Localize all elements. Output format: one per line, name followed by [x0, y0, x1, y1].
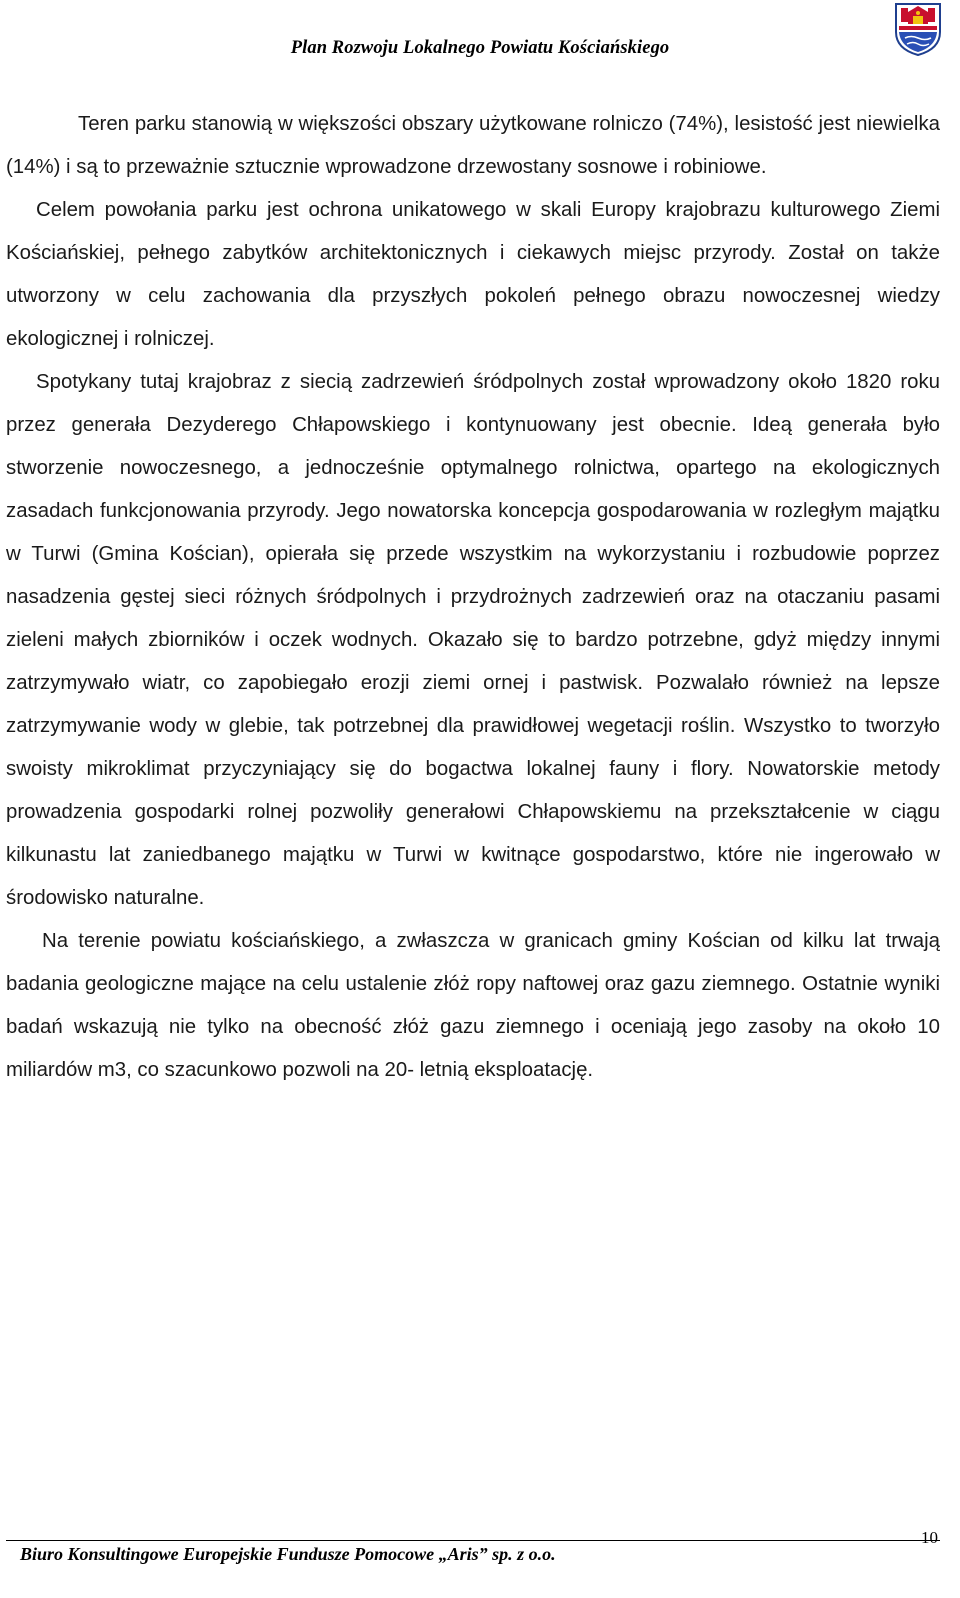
paragraph-park-land-use: Teren parku stanowią w większości obszary użytkowane rolniczo (74%), lesistość jest niewielka (14%) i są to przeważnie sztucznie wprowadzone drzewostany sosnowe i robiniowe.: [6, 113, 940, 178]
page-footer: [6, 1530, 940, 1590]
footer-divider: [6, 1540, 940, 1541]
paragraph-geological-research: Na terenie powiatu kościańskiego, a zwłaszcza w granicach gminy Kościan od kilku lat trwają badania geologiczne mające na celu ustalenie złóż ropy naftowej oraz gazu ziemnego. Ostatnie wyniki badań wskazują nie tylko na obecność złóż gazu ziemnego i oceniają jego zasoby na około 10 miliardów m3, co szacunkowo pozwoli na 20- letnią eksploatację.: [6, 930, 940, 1081]
page-number: 10: [921, 1528, 938, 1547]
paragraph-park-purpose: Celem powołania parku jest ochrona unikatowego w skali Europy krajobrazu kulturowego Ziemi Kościańskiej, pełnego zabytków architektonicznych i ciekawych miejsc przyrody. Został on także utworzony w celu zachowania dla przyszłych pokoleń pełnego obrazu nowoczesnej wiedzy ekologicznej i rolniczej.: [6, 199, 940, 350]
page-header: [0, 0, 960, 90]
coat-of-arms-icon: [893, 2, 943, 56]
document-body: [6, 103, 940, 1092]
paragraph-chlapowski-landscape: Spotykany tutaj krajobraz z siecią zadrzewień śródpolnych został wprowadzony około 1820 roku przez generała Dezyderego Chłapowskiego i kontynuowany jest obecnie. Ideą generała było stworzenie nowoczesnego, a jednocześnie optymalnego rolnictwa, opartego na ekologicznych zasadach funkcjonowania przyrody. Jego nowatorska koncepcja gospodarowania w rozległym majątku w Turwi (Gmina Kościan), opierała się przede wszystkim na wykorzystaniu i rozbudowie poprzez nasadzenia gęstej sieci różnych śródpolnych i przydrożnych zadrzewień oraz na otaczaniu pasami zieleni małych zbiorników i oczek wodnych. Okazało się to bardzo potrzebne, gdyż między innymi zatrzymywało wiatr, co zapobiegało erozji ziemi ornej i pastwisk. Pozwalało również na lepsze zatrzymywanie wody w glebie, tak potrzebnej dla prawidłowej wegetacji roślin. Wszystko to tworzyło swoisty mikroklimat przyczyniający się do bogactwa lokalnej fauny i flory. Nowatorskie metody prowadzenia gospodarki rolnej pozwoliły generałowi Chłapowskiemu na przekształcenie w ciągu kilkunastu lat zaniedbanego majątku w Turwi w kwitnące gospodarstwo, które nie ingerowało w środowisko naturalne.: [6, 371, 940, 909]
footer-company: Biuro Konsultingowe Europejskie Fundusze Pomocowe „Aris” sp. z o.o.: [20, 1544, 556, 1564]
document-title: Plan Rozwoju Lokalnego Powiatu Kościańskiego: [290, 38, 670, 58]
